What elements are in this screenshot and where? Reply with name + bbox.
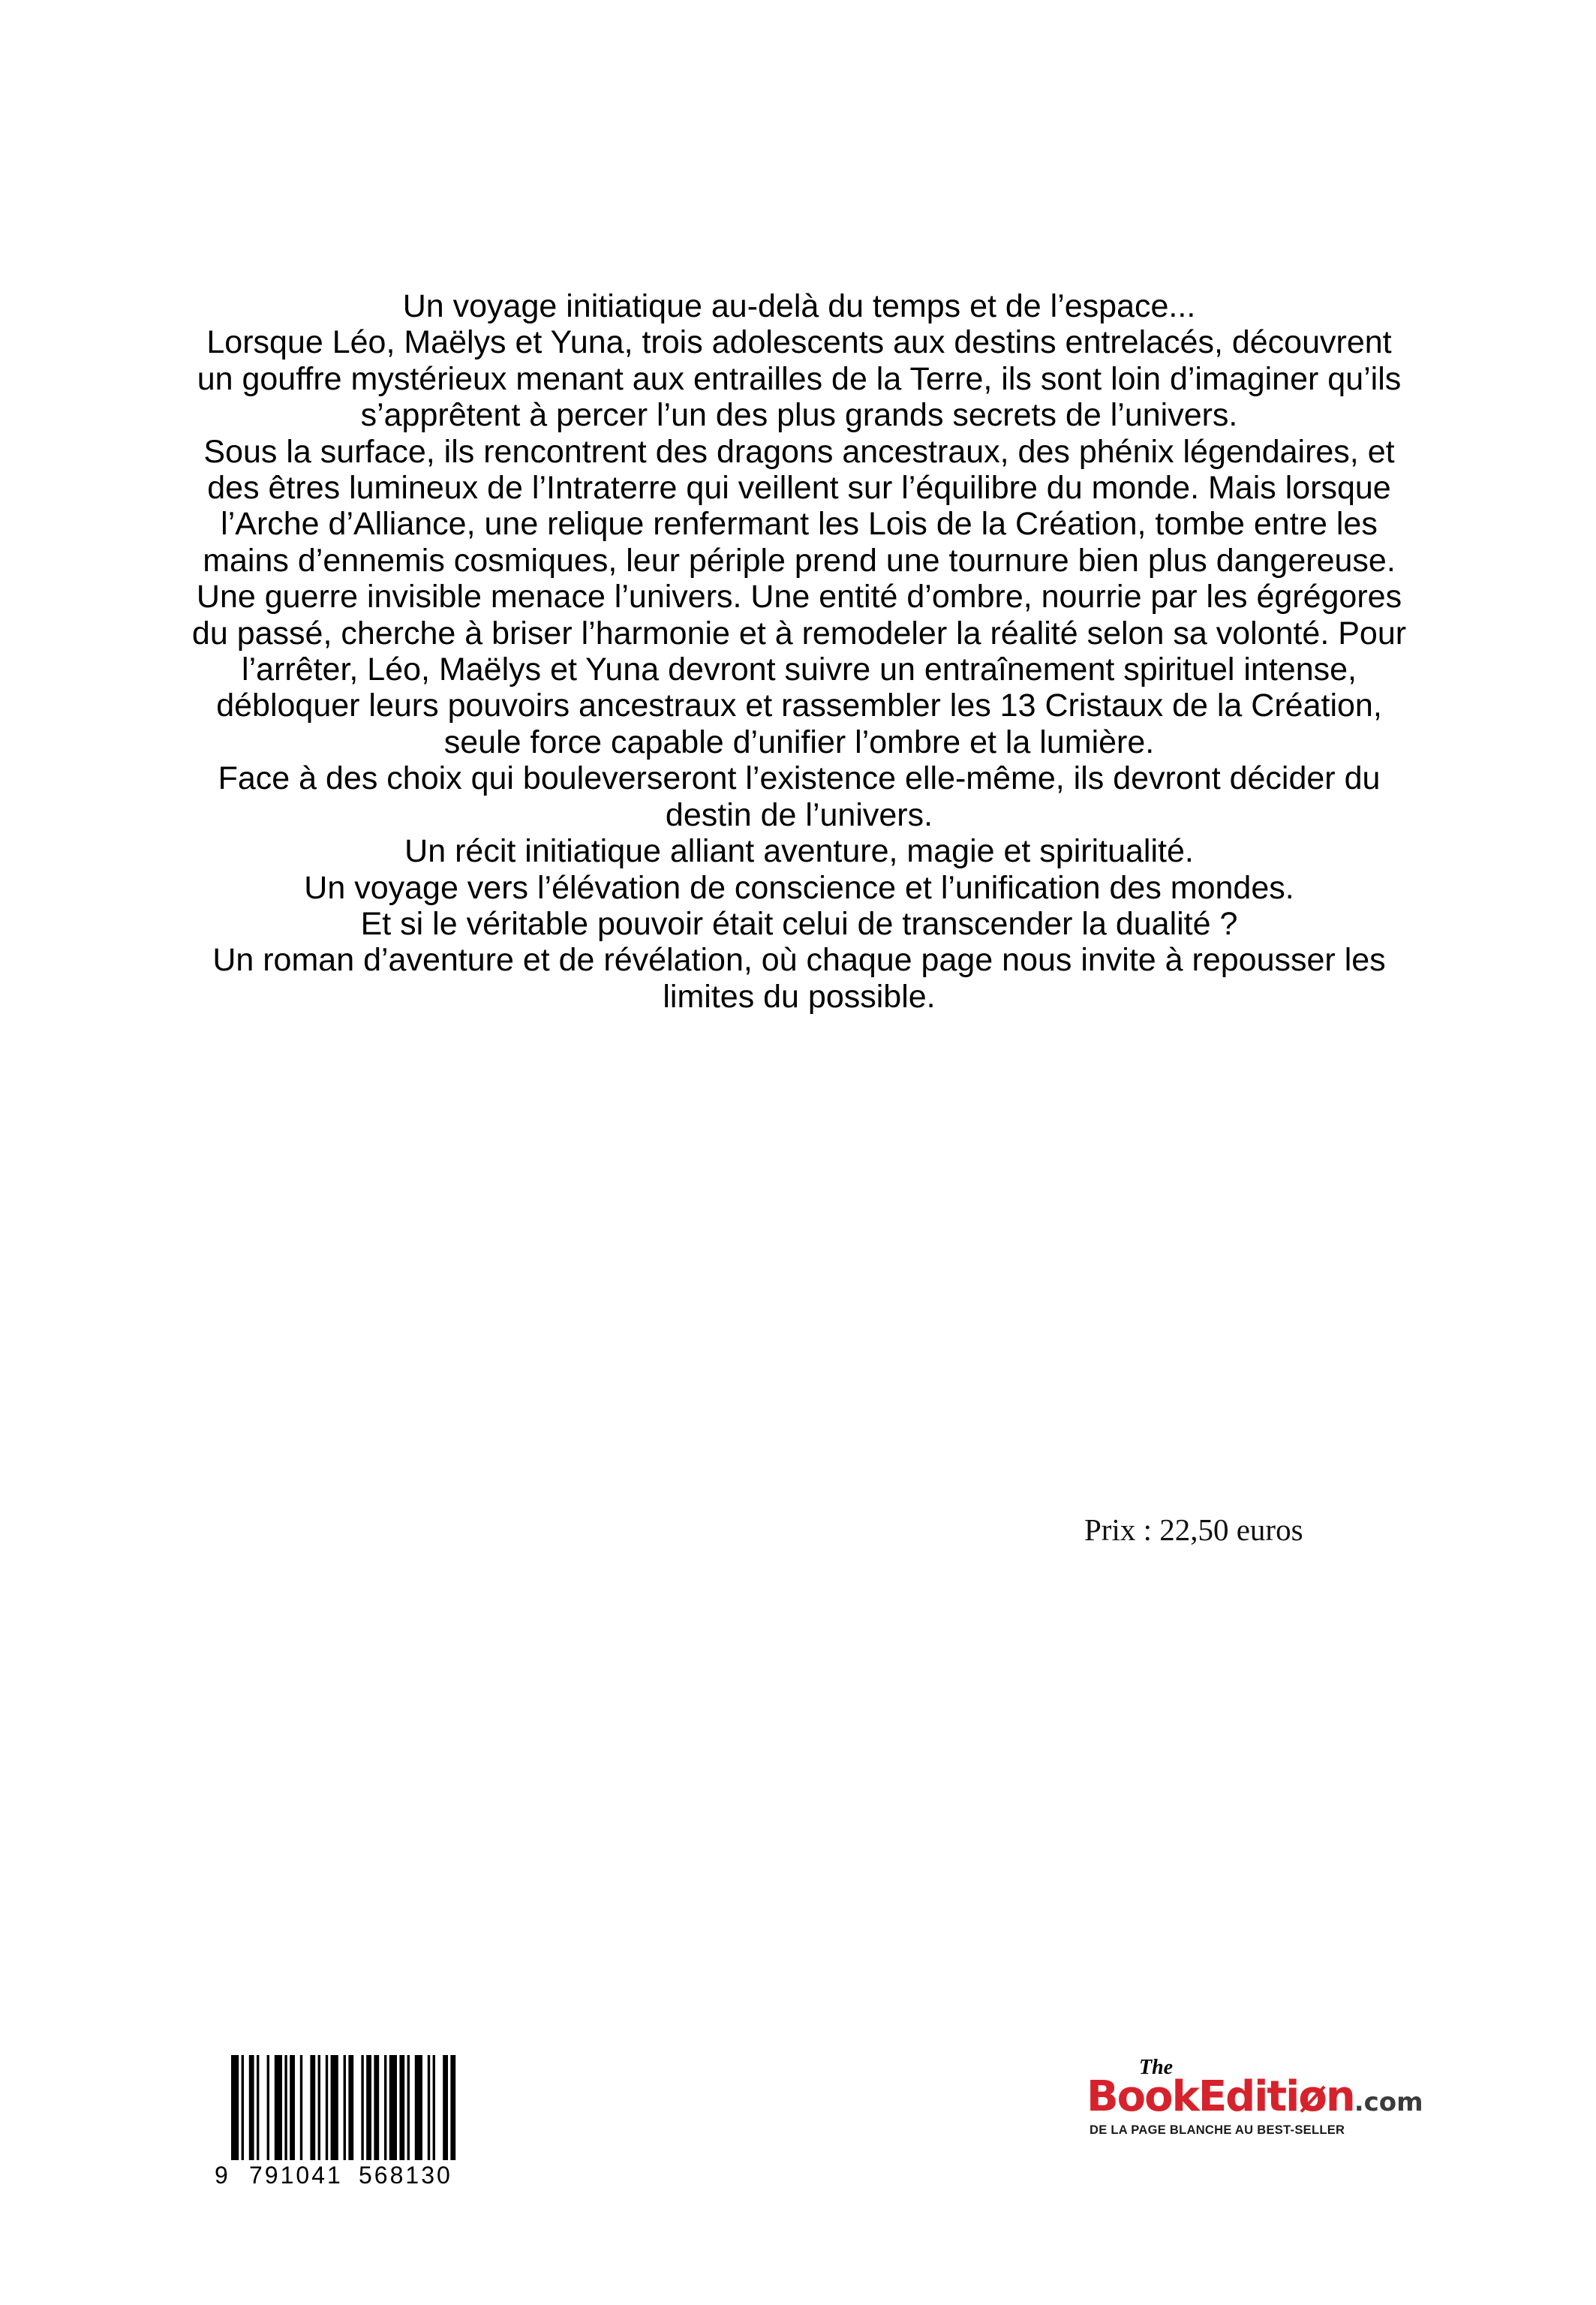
barcode-bar: [348, 2055, 353, 2160]
barcode-digit-prefix: 9: [215, 2162, 228, 2189]
blurb-line: Un voyage vers l’élévation de conscience et l’unification des mondes.: [304, 869, 1294, 906]
blurb-line: des êtres lumineux de l’Intraterre qui veillent sur l’équilibre du monde. Mais lorsque: [207, 470, 1391, 507]
barcode-bar: [415, 2055, 422, 2160]
barcode-bar: [231, 2055, 239, 2160]
blurb-line: l’arrêter, Léo, Maëlys et Yuna devront suivre un entraînement spirituel intense,: [242, 651, 1357, 688]
back-cover-blurb: [113, 288, 1486, 1015]
blurb-line: Lorsque Léo, Maëlys et Yuna, trois adolescents aux destins entrelacés, découvrent: [206, 324, 1392, 361]
barcode-bar: [361, 2055, 363, 2160]
barcode-bar: [428, 2055, 430, 2160]
barcode-bar: [407, 2055, 410, 2160]
barcode-bar: [257, 2055, 259, 2160]
barcode-bar: [267, 2055, 269, 2160]
barcode-digits-right: 568130: [359, 2162, 452, 2189]
logo-wordmark: [1087, 2073, 1423, 2126]
barcode-bar: [318, 2055, 320, 2160]
blurb-line: Un récit initiatique alliant aventure, magie et spiritualité.: [404, 833, 1194, 870]
blurb-line: l’Arche d’Alliance, une relique renfermant les Lois de la Création, tombe entre les: [221, 506, 1378, 543]
barcode-bars: [215, 2055, 462, 2160]
blurb-line: limites du possible.: [663, 978, 936, 1015]
blurb-line: Un voyage initiatique au-delà du temps et de l’espace...: [402, 288, 1196, 324]
logo-edition-end: n: [1325, 2072, 1354, 2121]
blurb-line: débloquer leurs pouvoirs ancestraux et rassembler les 13 Cristaux de la Création,: [216, 688, 1382, 724]
logo-book: Book: [1087, 2072, 1198, 2121]
logo-the: The: [1139, 2056, 1174, 2079]
barcode-bar: [389, 2055, 397, 2160]
blurb-line: s’apprêtent à percer l’un des plus grands secrets de l’univers.: [360, 397, 1238, 434]
barcode-bar: [249, 2055, 254, 2160]
barcode-bar: [399, 2055, 404, 2160]
barcode-bar: [284, 2055, 287, 2160]
barcode-bar: [242, 2055, 244, 2160]
blurb-line: seule force capable d’unifier l’ombre et la lumière.: [443, 724, 1155, 760]
barcode-bar: [374, 2055, 379, 2160]
blurb-line: mains d’ennemis cosmiques, leur périple prend une tournure bien plus dangereuse.: [203, 542, 1396, 579]
isbn-barcode: [215, 2055, 462, 2189]
blurb-line: destin de l’univers.: [665, 796, 933, 833]
publisher-logo: [1087, 2057, 1432, 2154]
barcode-bar: [290, 2055, 295, 2160]
barcode-bar: [344, 2055, 346, 2160]
price-label: Prix : 22,50 euros: [1084, 1512, 1303, 1547]
barcode-bar: [275, 2055, 282, 2160]
blurb-line: Une guerre invisible menace l’univers. Une entité d’ombre, nourrie par les égrégores: [196, 579, 1402, 615]
barcode-bar: [326, 2055, 328, 2160]
barcode-bar: [310, 2055, 315, 2160]
blurb-line: un gouffre mystérieux menant aux entrailles de la Terre, ils sont loin d’imaginer qu’ils: [197, 360, 1402, 397]
logo-edition: Editi: [1198, 2072, 1299, 2121]
logo-com: .com: [1354, 2087, 1423, 2117]
blurb-line: du passé, cherche à briser l’harmonie et à remodeler la réalité selon sa volonté. Pour: [191, 615, 1407, 651]
barcode-bar: [450, 2055, 455, 2160]
blurb-line: Face à des choix qui bouleverseront l’existence elle-même, ils devront décider du: [218, 760, 1381, 797]
barcode-bar: [300, 2055, 302, 2160]
blurb-line: Un roman d’aventure et de révélation, où chaque page nous invite à repousser les: [212, 942, 1386, 979]
logo-o-slash-icon: ø: [1298, 2072, 1326, 2121]
blurb-line: Et si le véritable pouvoir était celui de transcender la dualité ?: [360, 905, 1238, 942]
barcode-bar: [366, 2055, 371, 2160]
blurb-line: Sous la surface, ils rencontrent des dragons ancestraux, des phénix légendaires, et: [203, 433, 1395, 470]
barcode-bar: [443, 2055, 448, 2160]
logo-tagline: DE LA PAGE BLANCHE AU BEST-SELLER: [1090, 2123, 1345, 2137]
barcode-bar: [433, 2055, 435, 2160]
barcode-bar: [384, 2055, 386, 2160]
barcode-digits-left: 791041: [249, 2162, 343, 2189]
barcode-bar: [331, 2055, 338, 2160]
